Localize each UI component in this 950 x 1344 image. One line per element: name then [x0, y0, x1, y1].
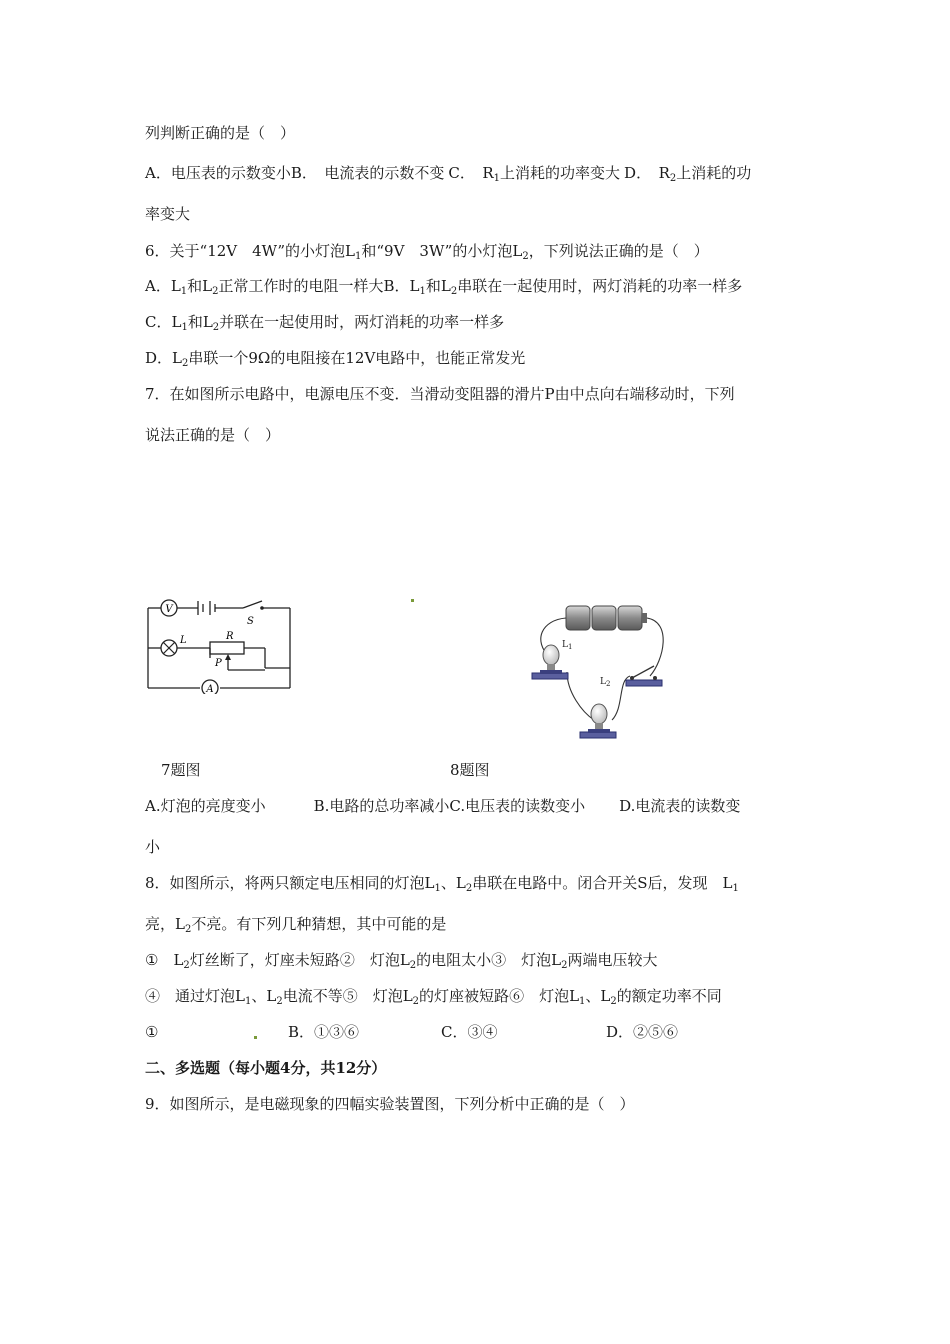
q6-option-a: A．$L_1$和$L_2$正常工作时的电阻一样大 [145, 277, 384, 297]
switch-label: S [247, 616, 254, 627]
q6-options-ab [145, 276, 742, 296]
q8-bulbs-figure [522, 600, 672, 745]
q7-figure-caption: 7题图 [161, 761, 201, 779]
q7-stem-line1: 7．在如图所示电路中，电源电压不变．当滑动变阻器的滑片P由中点向右端移动时，下列 [145, 385, 735, 403]
scan-dot [254, 1036, 257, 1039]
q5-option-d: D． $R_2$上消耗的功 [624, 164, 752, 184]
bulb-l1-label: $L_1$ [562, 640, 573, 651]
q8-guesses-123 [145, 950, 658, 970]
q8-guess-3: ③ 灯泡$L_2$两端电压较大 [491, 951, 658, 971]
q7-stem-line2: 说法正确的是（ ） [145, 426, 281, 444]
q8-guess-6: ⑥ 灯泡$L_1$、$L_2$的额定功率不同 [509, 987, 722, 1007]
q5-option-b: B． 电流表的示数不变 [290, 164, 445, 182]
q6-option-b: B．$L_1$和$L_2$串联在一起使用时，两灯消耗的功率一样多 [383, 277, 743, 297]
q5-option-a: A．电压表的示数变小 [145, 164, 291, 182]
q7-option-d: D.电流表的读数变 [619, 797, 741, 815]
section-title: 二、多选题（每小题4分，共12分） [145, 1059, 387, 1077]
q6-option-c: C．$L_1$和$L_2$并联在一起使用时，两灯消耗的功率一样多 [145, 313, 505, 333]
q9-stem: 9．如图所示，是电磁现象的四幅实验装置图，下列分析中正确的是（ ） [145, 1095, 635, 1113]
q8-option-b: B．①③⑥ [288, 1023, 360, 1041]
q8-stem-line1: 8．如图所示，将两只额定电压相同的灯泡$L_1$、$L_2$串联在电路中。闭合开关S后，发现 $L_1$ [145, 874, 739, 894]
q8-guess-5: ⑤ 灯泡$L_2$的灯座被短路 [342, 987, 510, 1007]
scan-dot [411, 599, 414, 602]
q8-option-d: D．②⑤⑥ [606, 1023, 679, 1041]
q7-option-c: C.电压表的读数变小 [449, 797, 586, 815]
q8-option-a: ① [145, 1023, 159, 1041]
ammeter-label: A [206, 684, 214, 694]
q6-option-d: D．$L_2$串联一个9Ω的电阻接在12V电路中，也能正常发光 [145, 349, 526, 369]
lamp-label: L [180, 635, 187, 646]
q7-option-d-wrap: 小 [145, 838, 161, 856]
q7-option-a: A.灯泡的亮度变小 [145, 797, 266, 815]
q5-options-line [145, 163, 751, 183]
q5-option-d-wrap: 率变大 [145, 205, 191, 223]
bulb-l2-label: $L_2$ [600, 677, 611, 688]
q5-stem-tail: 列判断正确的是（ ） [145, 124, 296, 142]
q8-guess-4: ④ 通过灯泡$L_1$、$L_2$电流不等 [145, 987, 343, 1007]
q8-figure-caption: 8题图 [450, 761, 490, 779]
q7-option-b: B.电路的总功率减小 [313, 797, 450, 815]
q8-option-c: C．③④ [441, 1023, 498, 1041]
rheostat-label: R [226, 631, 234, 642]
q8-options-line [145, 1022, 158, 1042]
q8-guess-1: ① $L_2$灯丝断了，灯座未短路 [145, 951, 340, 971]
q7-options-line [145, 796, 740, 816]
q5-option-c: C． $R_1$上消耗的功率变大 [448, 164, 621, 184]
q8-stem-line2: 亮，$L_2$不亮。有下列几种猜想，其中可能的是 [145, 915, 447, 935]
voltmeter-label: V [165, 604, 173, 615]
slider-label: P [215, 658, 222, 669]
q7-circuit-figure [140, 598, 300, 694]
q8-guesses-456 [145, 986, 722, 1006]
q8-guess-2: ② 灯泡$L_2$的电阻太小 [339, 951, 492, 971]
q6-stem: 6．关于“12V 4W”的小灯泡$L_1$和“9V 3W”的小灯泡$L_2$，下列说法正确的是（ ） [145, 242, 709, 262]
